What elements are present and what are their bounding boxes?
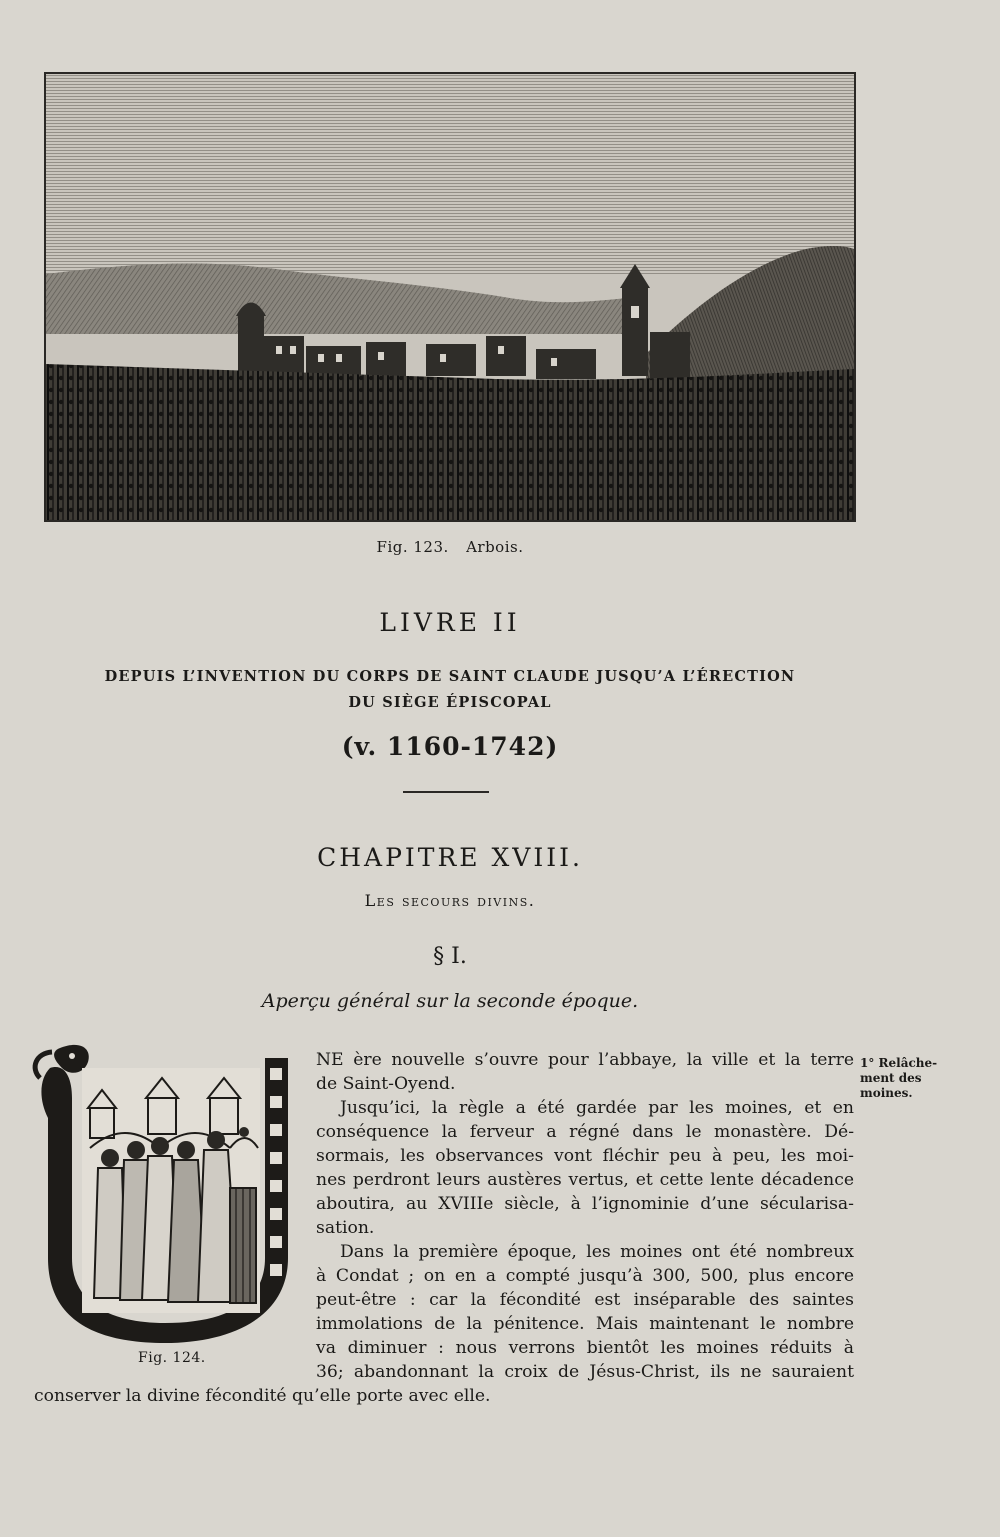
paragraph-line: Jusqu’ici, la règle a été gardée par les moines, et en — [340, 1098, 854, 1118]
paragraph-line: immolations de la pénitence. Mais maintenant le nombre — [316, 1314, 854, 1334]
paragraph-line: peut-être : car la fécondité est inséparable des saintes — [316, 1290, 854, 1310]
chapter-heading: CHAPITRE XVIII. — [317, 843, 583, 872]
paragraph-line: sation. — [316, 1218, 375, 1238]
divider-rule — [403, 791, 489, 793]
figure-124-caption: Fig. 124. — [138, 1350, 206, 1366]
chapter-title: Les secours divins. — [364, 891, 536, 910]
book-subtitle-line-2: DU SIÈGE ÉPISCOPAL — [348, 694, 552, 711]
paragraph-line: aboutira, au XVIIIe siècle, à l’ignominie d’une sécularisa- — [316, 1194, 854, 1214]
landscape-illustration — [46, 74, 854, 520]
margin-note-line: 1° Relâche- — [860, 1056, 938, 1070]
arbois-engraving — [44, 72, 856, 522]
paragraph-line: 36; abandonnant la croix de Jésus-Christ, ils ne sauraient — [316, 1362, 854, 1382]
paragraph-line: Dans la première époque, les moines ont été nombreux — [340, 1242, 854, 1262]
margin-note — [860, 1056, 960, 1101]
paragraph-line: de Saint-Oyend. — [316, 1074, 456, 1094]
paragraph-line: conserver la divine fécondité qu’elle porte avec elle. — [34, 1386, 491, 1406]
date-range: (v. 1160-1742) — [341, 732, 559, 761]
paragraph-line: conséquence la ferveur a régné dans le monastère. Dé- — [316, 1122, 854, 1142]
figure-123-label: Fig. 123. — [376, 538, 449, 556]
paragraph-line: nes perdront leurs austères vertus, et cette lente décadence — [316, 1170, 854, 1190]
book-subtitle-line-1: DEPUIS L’INVENTION DU CORPS DE SAINT CLAUDE JUSQU’A L’ÉRECTION — [104, 668, 796, 685]
book-subtitle — [0, 664, 900, 716]
figure-123-title: Arbois. — [466, 538, 524, 556]
section-number: § I. — [433, 944, 467, 969]
paragraph-line: sormais, les observances vont fléchir peu à peu, les moi- — [316, 1146, 854, 1166]
margin-note-line: ment des — [860, 1071, 922, 1085]
paragraph-line: à Condat ; on en a compté jusqu’à 300, 500, plus encore — [316, 1266, 854, 1286]
paragraph-line: NE ère nouvelle s’ouvre pour l’abbaye, la ville et la terre — [316, 1050, 854, 1070]
decorated-initial-u — [30, 1038, 300, 1348]
section-title: Aperçu général sur la seconde époque. — [261, 990, 639, 1012]
illuminated-letter-image — [30, 1038, 300, 1348]
paragraph-line: va diminuer : nous verrons bientôt les moines réduits à — [316, 1338, 854, 1358]
figure-123-caption — [0, 538, 900, 556]
book-heading: LIVRE II — [379, 608, 521, 637]
margin-note-line: moines. — [860, 1086, 913, 1100]
